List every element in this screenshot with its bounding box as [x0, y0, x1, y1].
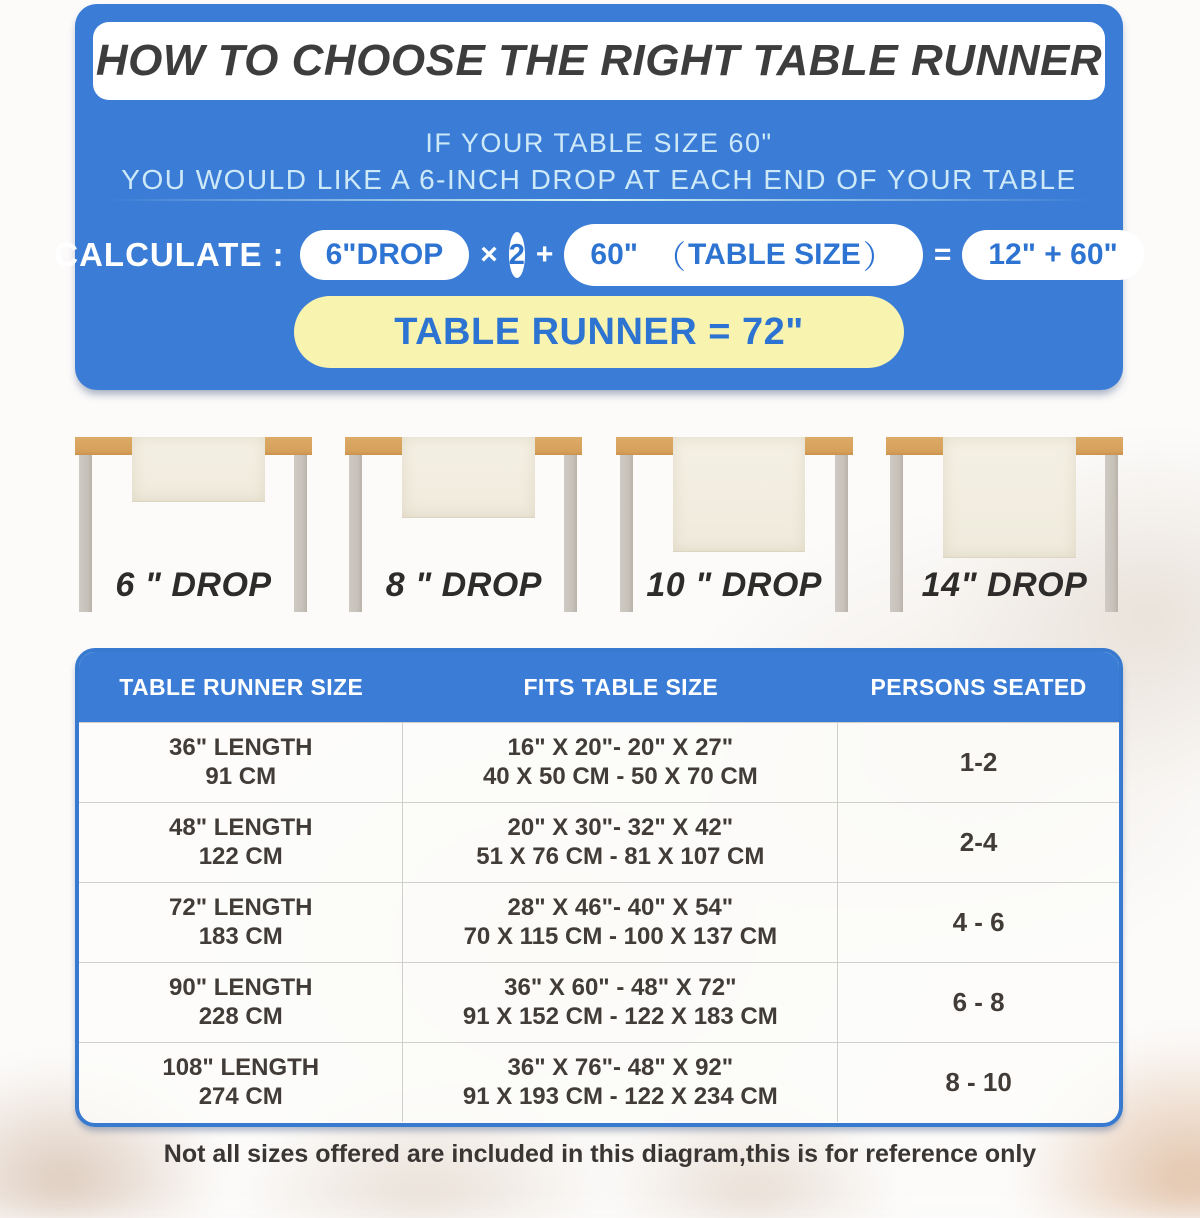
- disclaimer-note: Not all sizes offered are included in this diagram,this is for reference only: [163, 1140, 1037, 1168]
- drop-pill: [300, 230, 470, 280]
- column-header-runner-size: TABLE RUNNER SIZE: [119, 673, 364, 700]
- drop-pill-text: 6"DROP: [325, 238, 444, 271]
- persons-seated-cell: 6 - 8: [952, 986, 1005, 1017]
- table-row: [79, 1042, 1119, 1122]
- table-size-pill: [564, 224, 922, 286]
- size-chart-header: [79, 652, 1119, 722]
- sum-pill: [962, 230, 1143, 280]
- intro-line-1: IF YOUR TABLE SIZE 60": [425, 128, 773, 158]
- runner-length-inches: 108" LENGTH: [162, 1053, 320, 1081]
- drop-illustrations: [75, 420, 1123, 646]
- header-panel: [54, 4, 1123, 390]
- fits-table-size-cell: [403, 803, 838, 882]
- table-size-value: 60": [590, 238, 639, 271]
- fits-cm: 91 X 193 CM - 122 X 234 CM: [462, 1082, 778, 1110]
- intro-line-2: YOU WOULD LIKE A 6-INCH DROP AT EACH END OF YOUR TABLE: [121, 164, 1077, 195]
- table-illustration-6-drop: [75, 420, 312, 646]
- drop-label: 10 " DROP: [646, 566, 822, 604]
- fits-inches: 36" X 60" - 48" X 72": [504, 973, 737, 1001]
- fits-table-size-cell: [403, 723, 838, 802]
- column-header-fits-table-size: FITS TABLE SIZE: [523, 673, 719, 700]
- table-runner-drape: [673, 437, 806, 552]
- table-runner-drape: [132, 437, 265, 502]
- result-pill: [294, 296, 904, 368]
- persons-seated-cell: 8 - 10: [945, 1066, 1012, 1097]
- fits-table-size-cell: [403, 883, 838, 962]
- multiplier-circle: [509, 232, 525, 278]
- persons-seated-cell: 1-2: [959, 746, 998, 777]
- runner-length-cm: 91 CM: [205, 762, 277, 790]
- table-runner-drape: [402, 437, 535, 518]
- table-row: [79, 962, 1119, 1042]
- page-title: HOW TO CHOOSE THE RIGHT TABLE RUNNER: [95, 36, 1103, 85]
- runner-length-inches: 90" LENGTH: [169, 973, 313, 1001]
- table-row: [79, 802, 1119, 882]
- table-row: [79, 722, 1119, 802]
- fits-table-size-cell: [403, 963, 838, 1042]
- fits-inches: 36" X 76"- 48" X 92": [507, 1053, 734, 1081]
- drop-label: 6 " DROP: [115, 566, 272, 604]
- multiplier-value: 2: [508, 238, 525, 271]
- title-box: [93, 22, 1105, 100]
- column-header-persons-seated: PERSONS SEATED: [870, 673, 1087, 700]
- drop-label: 14" DROP: [921, 566, 1088, 604]
- calculate-label: CALCULATE :: [54, 236, 285, 273]
- fits-inches: 16" X 20"- 20" X 27": [507, 733, 734, 761]
- table-illustration-10-drop: [616, 420, 853, 646]
- fits-cm: 40 X 50 CM - 50 X 70 CM: [482, 762, 758, 790]
- paren-open: （: [654, 239, 687, 275]
- fits-cm: 91 X 152 CM - 122 X 183 CM: [462, 1002, 778, 1030]
- calculation-formula: [54, 226, 1123, 284]
- runner-length-inches: 72" LENGTH: [169, 893, 313, 921]
- runner-length-cm: 122 CM: [198, 842, 283, 870]
- runner-size-cell: [79, 883, 403, 962]
- runner-size-cell: [79, 803, 403, 882]
- fits-cm: 51 X 76 CM - 81 X 107 CM: [476, 842, 765, 870]
- fits-inches: 20" X 30"- 32" X 42": [507, 813, 734, 841]
- runner-size-cell: [79, 723, 403, 802]
- equals-operator: =: [933, 238, 952, 271]
- divider-line: [107, 199, 1091, 201]
- runner-length-inches: 36" LENGTH: [169, 733, 313, 761]
- fits-inches: 28" X 46"- 40" X 54": [507, 893, 734, 921]
- table-runner-drape: [943, 437, 1076, 558]
- table-illustration-8-drop: [345, 420, 582, 646]
- persons-seated-cell: 4 - 6: [952, 906, 1005, 937]
- fits-cm: 70 X 115 CM - 100 X 137 CM: [463, 922, 778, 950]
- table-size-label: TABLE SIZE: [688, 238, 861, 271]
- persons-seated-cell: 2-4: [959, 826, 998, 857]
- runner-size-cell: [79, 963, 403, 1042]
- paren-close: ）: [862, 239, 895, 275]
- size-chart-panel: [75, 648, 1123, 1127]
- table-illustration-14-drop: [886, 420, 1123, 646]
- plus-operator: +: [535, 238, 554, 271]
- runner-length-cm: 228 CM: [198, 1002, 283, 1030]
- result-text: TABLE RUNNER = 72": [394, 310, 804, 353]
- drop-label: 8 " DROP: [385, 566, 542, 604]
- table-row: [79, 882, 1119, 962]
- fits-table-size-cell: [403, 1043, 838, 1122]
- multiply-operator: ×: [480, 238, 498, 271]
- runner-size-cell: [79, 1043, 403, 1122]
- runner-length-cm: 274 CM: [198, 1082, 283, 1110]
- runner-length-inches: 48" LENGTH: [169, 813, 313, 841]
- runner-length-cm: 183 CM: [198, 922, 283, 950]
- sum-pill-text: 12" + 60": [988, 238, 1118, 271]
